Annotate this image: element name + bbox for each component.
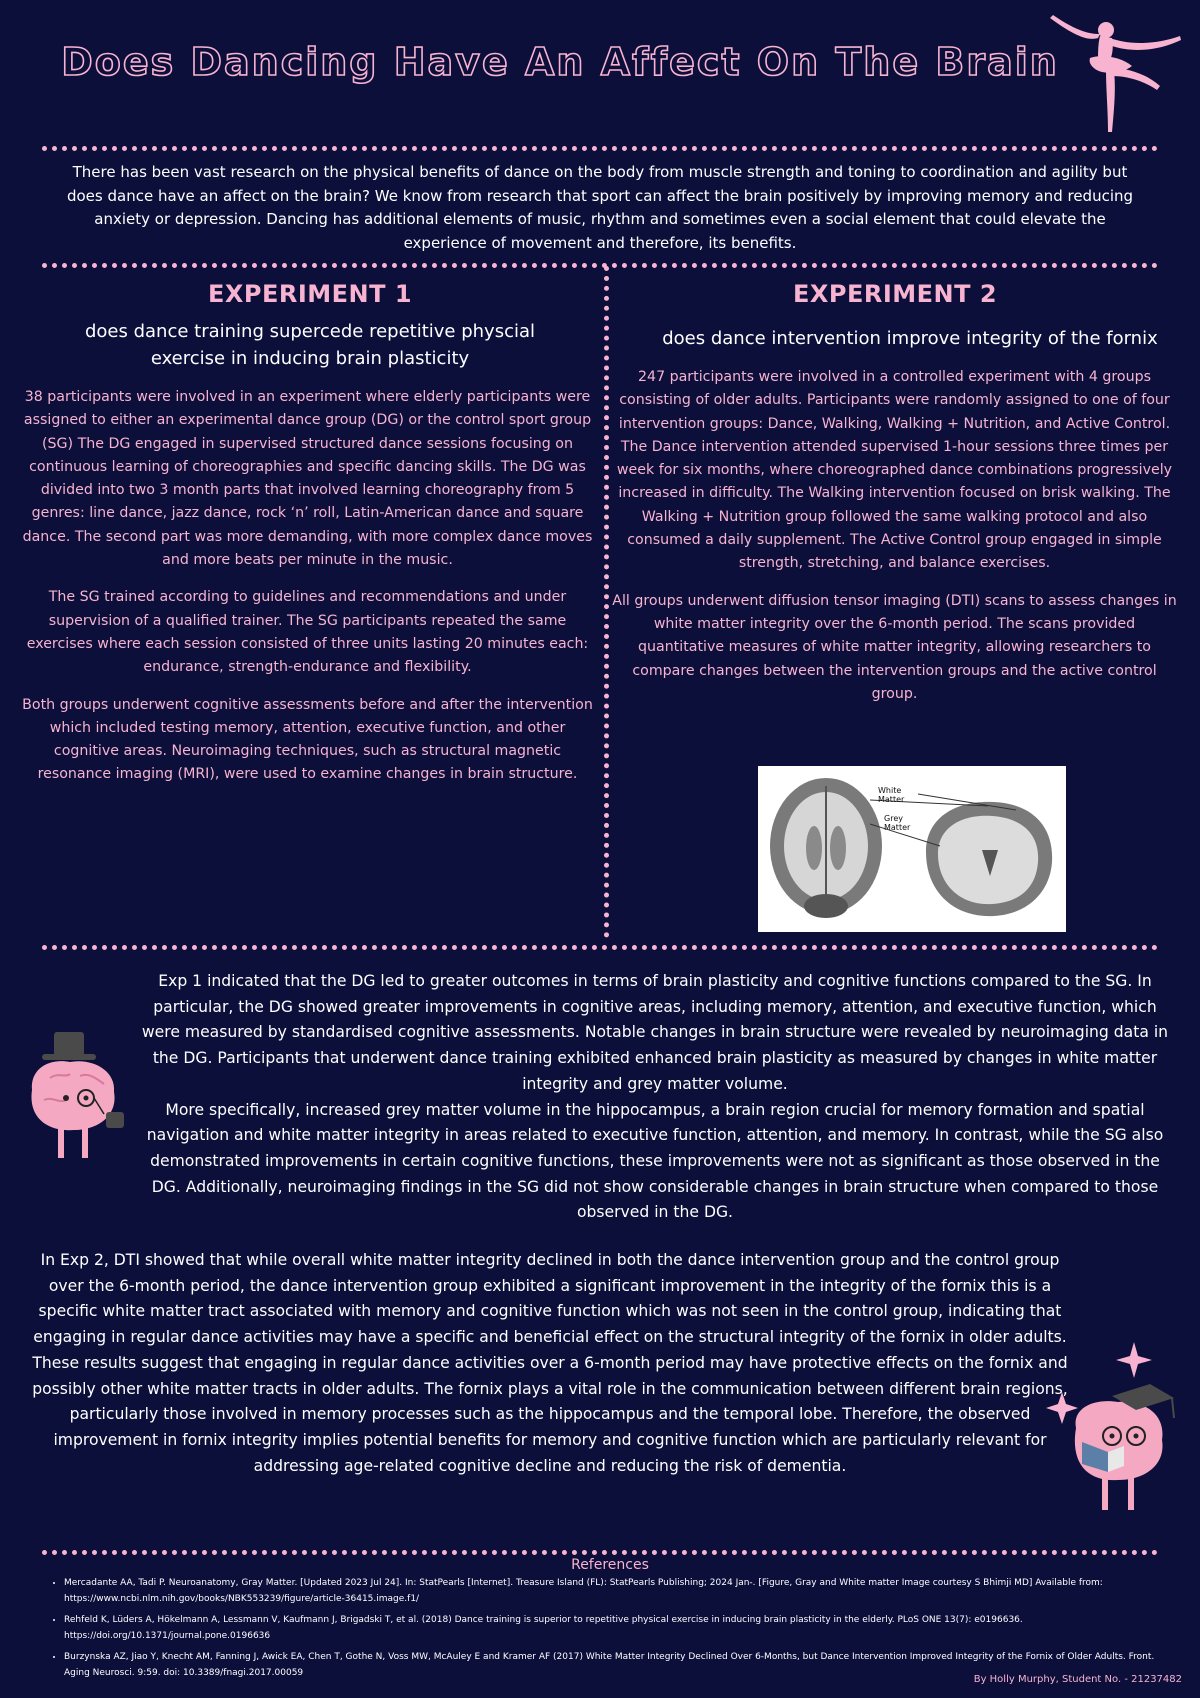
divider-top — [42, 146, 1158, 151]
results1-paragraph-2: More specifically, increased grey matter volume in the hippocampus, a brain region crucial for memory formation and spatial navigation and white matter integrity in areas related to executive function, attention, and memory. In contrast, while the SG also demonstrated improvements in certain cognitive functions, these improvements were not as significant as those observed in the DG. Additionally, neuroimaging findings in the SG did not show considerable changes in brain structure when compared to those observed in the DG. — [146, 1100, 1164, 1222]
white-matter-label: White Matter — [878, 786, 905, 804]
results-experiment2 — [25, 1248, 1075, 1479]
experiment1-body — [20, 386, 595, 801]
references-heading: References — [571, 1557, 649, 1573]
graduate-brain-icon — [1042, 1338, 1182, 1518]
intro-text: There has been vast research on the physical benefits of dance on the body from muscle strength and toning to coordination and agility but does dance have an affect on the brain? We know from research that sport can affect the brain positively by improving memory and reducing anxiety or depression. Dancing has additional elements of music, rhythm and sometimes even a social element that could elevate the experience of movement and therefore, its benefits. — [66, 163, 1134, 252]
results2-paragraph-1: In Exp 2, DTI showed that while overall white matter integrity declined in both the dance intervention group and the control group over the 6-month period, the dance intervention group exhibited a significant improvement in the integrity of the fornix this is a specific white matter tract associated with memory and cognitive function which was not seen in the control group, indicating that engaging in regular dance activities may have a specific and beneficial effect on the structural integrity of the fornix in older adults. — [33, 1251, 1067, 1347]
divider-results — [42, 945, 1158, 950]
author-credit: By Holly Murphy, Student No. - 21237482 — [973, 1674, 1182, 1685]
experiment2-heading: EXPERIMENT 2 — [792, 280, 998, 308]
references-section — [50, 1557, 1170, 1686]
results1-paragraph-1: Exp 1 indicated that the DG led to greater outcomes in terms of brain plasticity and cognitive functions compared to the SG. In particular, the DG showed greater improvements in cognitive areas, including memory, attention, and executive function, which were measured by standardised cognitive assessments. Notable changes in brain structure were revealed by neuroimaging data in the DG. Participants that underwent dance training exhibited enhanced brain plasticity as measured by changes in white matter integrity and grey matter volume. — [141, 972, 1169, 1093]
reference-item: • Rehfeld K, Lüders A, Hökelmann A, Lessmann V, Kaufmann J, Brigadski T, et al. (2018) Dance training is superior to repetitive physical exercise in inducing brain plasticity in the elderly. PLoS ONE 13(7): e0196636. https://doi.org/10.1371/journal.pone.0196636 — [64, 1612, 1170, 1644]
brain-top-hat-icon — [20, 1028, 130, 1163]
experiment1-paragraph-1: 38 participants were involved in an experiment where elderly participants were assigned to either an experimental dance group (DG) or the control sport group (SG) The DG engaged in supervised structured dance sessions focusing on continuous learning of choreographies and specific dancing skills. The DG was divided into two 3 month parts that involved learning choreography from 5 genres: line dance, jazz dance, rock ‘n’ roll, Latin-American dance and square dance. The second part was more demanding, with more complex dance moves and more beats per minute in the music. — [22, 389, 593, 569]
experiment2-body — [612, 366, 1177, 720]
experiment1-heading: EXPERIMENT 1 — [207, 280, 413, 308]
reference-item: • Mercadante AA, Tadi P. Neuroanatomy, Gray Matter. [Updated 2023 Jul 24]. In: StatPearls [Internet]. Treasure Island (FL): StatPearls Publishing; 2024 Jan-. [Figure, Gray and White matter Image courtesy S Bhimji MD] Available from: https://www.ncbi.nlm.nih.gov/books/NBK553239/figure/article-36415.image.f1/ — [64, 1575, 1170, 1607]
page-title: Does Dancing Have An Affect On The Brain — [61, 40, 1059, 84]
experiment1-question: does dance training supercede repetitive physcial exercise in inducing brain plasticity — [84, 321, 536, 369]
divider-references — [42, 1550, 1158, 1555]
experiment2-paragraph-2: All groups underwent diffusion tensor imaging (DTI) scans to assess changes in white matter integrity over the 6-month period. The scans provided quantitative measures of white matter integrity, allowing researchers to compare changes between the intervention groups and the active control group. — [612, 592, 1177, 702]
brain-matter-figure — [758, 766, 1066, 932]
experiment2-paragraph-1: 247 participants were involved in a controlled experiment with 4 groups consisting of older adults. Participants were randomly assigned to one of four intervention groups: Dance, Walking, Walking + Nutrition, and Active Control. The Dance intervention attended supervised 1-hour sessions three times per week for six months, where choreographed dance combinations progressively increased in difficulty. The Walking intervention focused on brisk walking. The Walking + Nutrition group followed the same walking protocol and also consumed a daily supplement. The Active Control group engaged in simple strength, stretching, and balance exercises. — [616, 369, 1173, 572]
experiment2-question: does dance intervention improve integrity of the fornix — [662, 328, 1158, 349]
experiment1-paragraph-2: The SG trained according to guidelines and recommendations and under supervision of a qualified trainer. The SG participants repeated the same exercises where each session consisted of three units lasting 20 minutes each: endurance, strength-endurance and flexibility. — [26, 589, 589, 676]
references-list — [50, 1575, 1170, 1681]
reference-item: • Burzynska AZ, Jiao Y, Knecht AM, Fanning J, Awick EA, Chen T, Gothe N, Voss MW, McAuley E and Kramer AF (2017) White Matter Integrity Declined Over 6-Months, but Dance Intervention Improved Integrity of the Fornix of Older Adults. Front. Aging Neurosci. 9:59. doi: 10.3389/fnagi.2017.00059 — [64, 1649, 1170, 1681]
results-experiment1 — [135, 969, 1175, 1226]
experiment1-paragraph-3: Both groups underwent cognitive assessments before and after the intervention which included testing memory, attention, executive function, and other cognitive areas. Neuroimaging techniques, such as structural magnetic resonance imaging (MRI), were used to examine changes in brain structure. — [22, 696, 593, 783]
divider-vertical — [604, 266, 609, 938]
divider-mid — [42, 263, 1158, 268]
grey-matter-label: Grey Matter — [884, 814, 911, 832]
results2-paragraph-2: These results suggest that engaging in regular dance activities over a 6-month period may have protective effects on the fornix and possibly other white matter tracts in older adults. The fornix plays a vital role in the communication between different brain regions, particularly those involved in memory processes such as the hippocampus and the temporal lobe. Therefore, the observed improvement in fornix integrity implies potential benefits for memory and cognitive function which are particularly relevant for addressing age-related cognitive decline and reducing the risk of dementia. — [32, 1353, 1068, 1475]
ballerina-icon — [1040, 6, 1190, 146]
